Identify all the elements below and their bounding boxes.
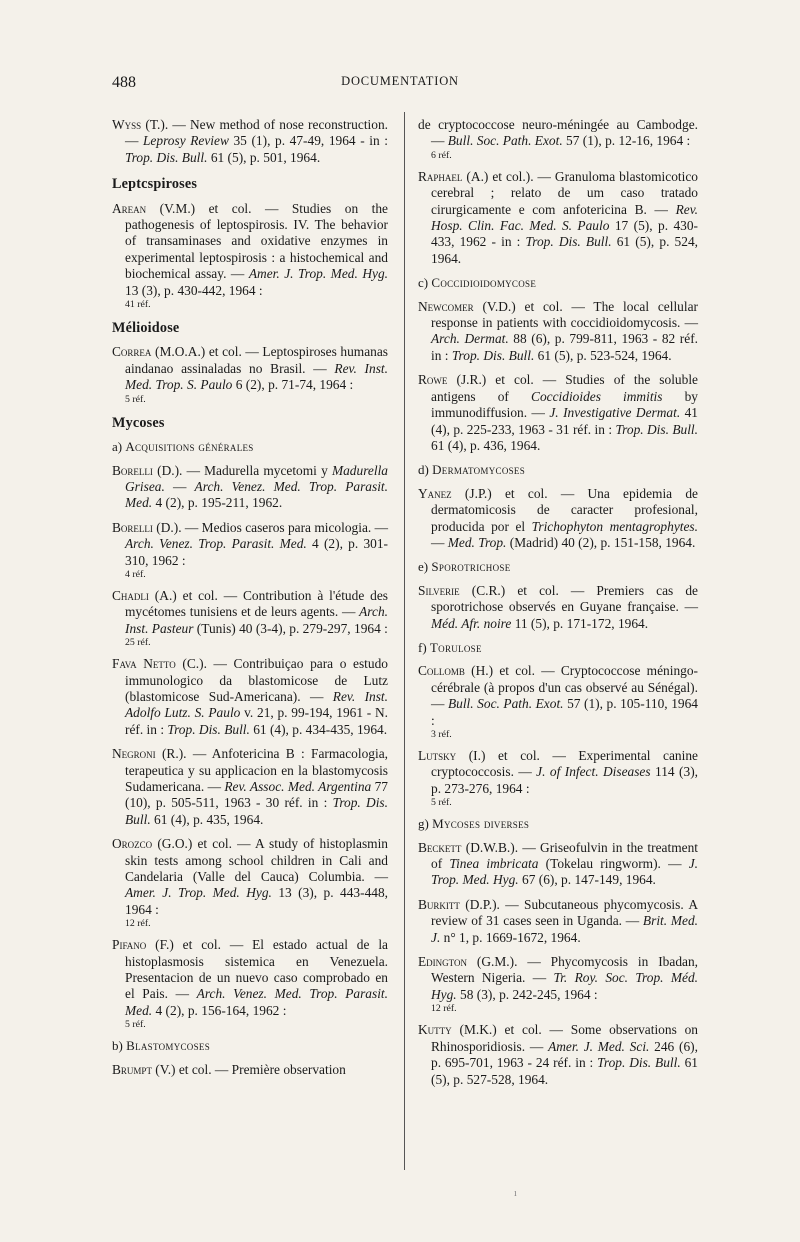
subsection-heading	[418, 559, 698, 575]
entry-text: Brumpt (V.) et col. — Première observation	[112, 1061, 346, 1077]
entry-text: Yanez (J.P.) et col. — Una epidemia de dermatomicosis de caracter profesional, producida por el Trichophyton mentagrophytes. — Med. Trop. (Madrid) 40 (2), p. 151-158, 1964.	[418, 485, 698, 550]
entry-text: Raphael (A.) et col.). — Granuloma blastomicotico cerebral ; relato de um caso tratado cirurgicamente e com anfotericina B. — Rev. Hosp. Clin. Fac. Med. S. Paulo 17 (5), p. 430-433, 1962 - in : Trop. Dis. Bull. 61 (5), p. 524, 1964.	[418, 168, 698, 266]
reference-count: 5 réf.	[125, 1019, 146, 1031]
bibliography-entry-rowe	[418, 372, 698, 454]
bibliography-entry-chadli	[112, 588, 388, 648]
page-number: 488	[112, 74, 136, 91]
entry-text: Correa (M.O.A.) et col. — Leptospiroses humanas aindanao assinaladas no Brasil. — Rev. Inst. Med. Trop. S. Paulo 6 (2), p. 71-74, 1964 :	[112, 344, 388, 393]
subsection-letter: c)	[418, 275, 432, 291]
bibliography-entry-edington	[418, 954, 698, 1014]
bibliography-entry-lutsky	[418, 748, 698, 808]
reference-count: 12 réf.	[125, 918, 151, 930]
bibliography-entry-fava-netto	[112, 656, 388, 738]
reference-count: 12 réf.	[431, 1003, 457, 1015]
subsection-letter: d)	[418, 462, 433, 478]
subsection-title: Blastomycoses	[126, 1038, 211, 1054]
bibliography-entry-pifano	[112, 937, 388, 1030]
entry-text: Chadli (A.) et col. — Contribution à l'étude des mycétomes tunisiens et de leurs agents. — Arch. Inst. Pasteur (Tunis) 40 (3-4), p. 279-297, 1964 :	[112, 587, 388, 636]
bibliography-entry-collomb	[418, 663, 698, 740]
reference-count: 25 réf.	[125, 637, 151, 649]
bibliography-entry-burkitt	[418, 897, 698, 946]
bibliography-entry-yanez	[418, 486, 698, 552]
subsection-heading	[418, 640, 698, 656]
subsection-heading	[418, 275, 698, 291]
entry-text: Wyss (T.). — New method of nose reconstruction. — Leprosy Review 35 (1), p. 47-49, 1964 - in : Trop. Dis. Bull. 61 (5), p. 501, 1964.	[112, 117, 388, 165]
subsection-title: Sporotrichose	[431, 559, 511, 575]
reference-count: 5 réf.	[125, 393, 146, 405]
bibliography-entry-brumpt-cont	[418, 117, 698, 161]
bibliography-entry-borelli-2	[112, 520, 388, 580]
subsection-letter: f)	[418, 639, 430, 655]
subsection-heading	[112, 439, 388, 455]
entry-text: Fava Netto (C.). — Contribuiçao para o estudo immunologico da blastomicose de Lutz (blastomicose Sud-Americana). — Rev. Inst. Adolfo Lutz. S. Paulo v. 21, p. 99-194, 1961 - N. réf. in : Trop. Dis. Bull. 61 (4), p. 434-435, 1964.	[112, 656, 389, 737]
reference-count: 5 réf.	[431, 797, 452, 809]
entry-text: Silverie (C.R.) et col. — Premiers cas de sporotrichose observés en Guyane française. — Méd. Afr. noire 11 (5), p. 171-172, 1964.	[418, 582, 698, 631]
subsection-title: Mycoses diverses	[432, 816, 530, 832]
entry-text: Arean (V.M.) et col. — Studies on the pathogenesis of leptospirosis. IV. The behavior of transaminases and oxidative enzymes in experimental leptospirosis : a histochemical and biochemical assay. — Amer. J. Trop. Med. Hyg. 13 (3), p. 430-442, 1964 :	[112, 200, 388, 298]
entry-text: Kutty (M.K.) et col. — Some observations on Rhinosporidiosis. — Amer. J. Med. Sci. 246 (6), p. 695-701, 1963 - 24 réf. in : Trop. Dis. Bull. 61 (5), p. 527-528, 1964.	[418, 1022, 699, 1087]
subsection-letter: b)	[112, 1038, 127, 1054]
subsection-heading	[418, 816, 698, 832]
entry-text: Rowe (J.R.) et col. — Studies of the soluble antigens of Coccidioides immitis by immunodiffusion. — J. Investigative Dermat. 41 (4), p. 225-233, 1963 - 31 réf. in : Trop. Dis. Bull. 61 (4), p. 436, 1964.	[418, 372, 699, 453]
subsection-letter: a)	[112, 439, 126, 455]
subsection-letter: e)	[418, 559, 432, 575]
bibliography-entry-beckett	[418, 840, 698, 889]
entry-text: Beckett (D.W.B.). — Griseofulvin in the treatment of Tinea imbricata (Tokelau ringworm). — J. Trop. Med. Hyg. 67 (6), p. 147-149, 1964.	[418, 839, 698, 888]
subsection-title: Dermatomycoses	[432, 462, 526, 478]
reference-count: 3 réf.	[431, 729, 452, 740]
reference-count: 41 réf.	[125, 299, 151, 311]
entry-text: Pifano (F.) et col. — El estado actual de la histoplasmosis sistemica en Venezuela. Presentacion de un nuevo caso comprobado en el Pais. — Arch. Venez. Med. Trop. Parasit. Med. 4 (2), p. 156-164, 1962 :	[112, 937, 388, 1018]
subsection-title: Acquisitions générales	[125, 439, 254, 455]
subsection-title: Coccidioidomycose	[431, 275, 537, 291]
reference-count: 6 réf.	[431, 149, 452, 161]
bibliography-entry-orozco	[112, 836, 388, 929]
subsection-heading	[112, 1038, 388, 1054]
entry-text: Negroni (R.). — Anfotericina B : Farmacologia, terapeutica y su applicacion en la blastomycosis Sudamericana. — Rev. Assoc. Med. Argentina 77 (10), p. 505-511, 1963 - 30 réf. in : Trop. Dis. Bull. 61 (4), p. 435, 1964.	[112, 746, 388, 827]
entry-text: Burkitt (D.P.). — Subcutaneous phycomycosis. A review of 31 cases seen in Uganda. — Brit. Med. J. n° 1, p. 1669-1672, 1964.	[418, 896, 699, 945]
bibliography-entry-borelli	[112, 463, 388, 512]
section-heading: Leptcspiroses	[112, 176, 198, 193]
bibliography-entry-wyss	[112, 117, 388, 166]
bibliography-entry-arean	[112, 201, 388, 310]
entry-text: Borelli (D.). — Medios caseros para micologia. — Arch. Venez. Trop. Parasit. Med. 4 (2), p. 301-310, 1962 :	[112, 519, 389, 568]
left-column	[112, 117, 388, 1086]
bibliography-entry-correa	[112, 344, 388, 404]
entry-text: Lutsky (I.) et col. — Experimental canine cryptococcosis. — J. of Infect. Diseases 114 (3), p. 273-276, 1964 :	[418, 748, 698, 796]
bibliography-entry-newcomer	[418, 299, 698, 365]
entry-text: Orozco (G.O.) et col. — A study of histoplasmin skin tests among school children in Cali and Candelaria (Valle del Cauca) Columbia. — Amer. J. Trop. Med. Hyg. 13 (3), p. 443-448, 1964 :	[112, 836, 388, 917]
running-head: DOCUMENTATION	[341, 74, 459, 88]
entry-text: de cryptococcose neuro-méningée au Cambodge. — Bull. Soc. Path. Exot. 57 (1), p. 12-16, 1964 :	[418, 117, 698, 149]
section-heading: Mycoses	[112, 414, 165, 431]
entry-text: Edington (G.M.). — Phycomycosis in Ibadan, Western Nigeria. — Tr. Roy. Soc. Trop. Méd. Hyg. 58 (3), p. 242-245, 1964 :	[418, 954, 698, 1002]
section-heading: Mélioidose	[112, 320, 180, 337]
subsection-heading	[418, 462, 698, 478]
column-divider	[404, 112, 405, 1170]
bibliography-entry-brumpt	[112, 1062, 388, 1078]
right-column	[418, 117, 698, 1096]
reference-count: 4 réf.	[125, 568, 146, 580]
subsection-letter: g)	[418, 816, 433, 832]
bibliography-entry-negroni	[112, 746, 388, 828]
bibliography-entry-kutty	[418, 1022, 698, 1088]
bibliography-entry-silverie	[418, 583, 698, 632]
bibliography-entry-raphael	[418, 169, 698, 267]
stray-mark: ı	[514, 1188, 517, 1199]
entry-text: Collomb (H.) et col. — Cryptococcose méningo-cérébrale (à propos d'un cas observé au Sénégal). — Bull. Soc. Path. Exot. 57 (1), p. 105-110, 1964 :	[418, 663, 698, 728]
subsection-title: Torulose	[429, 639, 482, 655]
entry-text: Borelli (D.). — Madurella mycetomi y Madurella Grisea. — Arch. Venez. Med. Trop. Parasit. Med. 4 (2), p. 195-211, 1962.	[112, 462, 389, 511]
entry-text: Newcomer (V.D.) et col. — The local cellular response in patients with coccidioidomycosis. — Arch. Dermat. 88 (6), p. 799-811, 1963 - 82 réf. in : Trop. Dis. Bull. 61 (5), p. 523-524, 1964.	[418, 298, 698, 363]
